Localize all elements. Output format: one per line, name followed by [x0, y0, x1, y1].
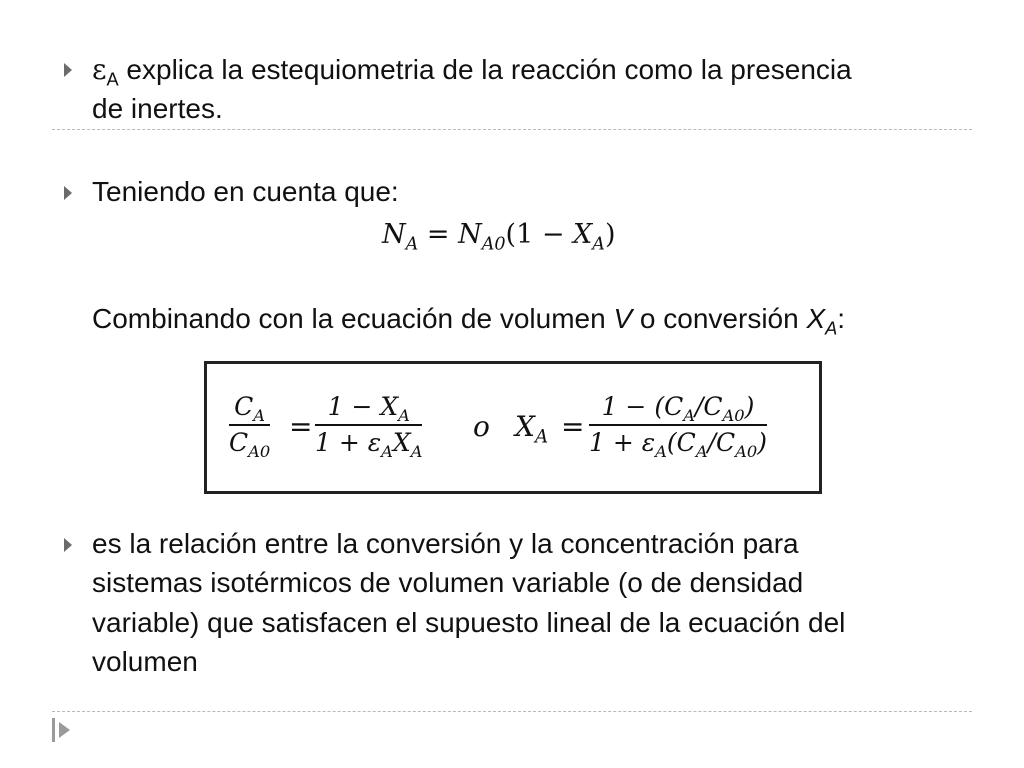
- combine-text: Combinando con la ecuación de volumen V o conversión $X_A$:: [92, 303, 846, 339]
- equals-sign-2: =: [561, 410, 585, 443]
- equation-moles: $N_A = N_{A0}(1 - X_A)$: [382, 219, 616, 255]
- or-word: o: [473, 410, 490, 443]
- bullet-1-text: explica la estequiometria de la reacción como la presencia: [118, 54, 852, 85]
- epsilon-subscript: A: [106, 69, 119, 90]
- fraction-conversion: $1 - X_A$ $1 + \varepsilon_AX_A$: [315, 392, 423, 461]
- slide-navigation-icon[interactable]: [52, 718, 72, 742]
- dashed-divider-bottom: [52, 711, 972, 712]
- bullet-3-line-2: sistemas isotérmicos de volumen variable (o de densidad: [92, 567, 804, 598]
- formula-box: [204, 361, 822, 494]
- bullet-2-line-1: Teniendo en cuenta que:: [92, 176, 399, 207]
- bullet-3-line-1: es la relación entre la conversión y la concentración para: [92, 528, 799, 559]
- xa-label: $X_A$: [515, 410, 549, 448]
- equals-sign-1: =: [289, 410, 313, 443]
- fraction-ca-over-ca0: $\frac{C_A}{C_{A0}}$: [229, 392, 271, 461]
- fraction-concentration-ratio: $\frac{1 - (C_A/C_{A0})}{1 + \varepsilon_A(C_A/C_{A0})}$: [589, 392, 767, 461]
- epsilon-symbol: ε: [92, 53, 107, 86]
- bullet-3-line-3: variable) que satisfacen el supuesto lineal de la ecuación del: [92, 607, 846, 638]
- triangle-bullet-icon: [64, 538, 72, 552]
- dashed-divider-top: [52, 129, 972, 130]
- triangle-bullet-icon: [64, 186, 72, 200]
- bullet-1-line-2: de inertes.: [92, 93, 223, 124]
- bullet-1-line-1: [92, 50, 852, 90]
- triangle-bullet-icon: [64, 63, 72, 77]
- bullet-3-line-4: volumen: [92, 646, 198, 677]
